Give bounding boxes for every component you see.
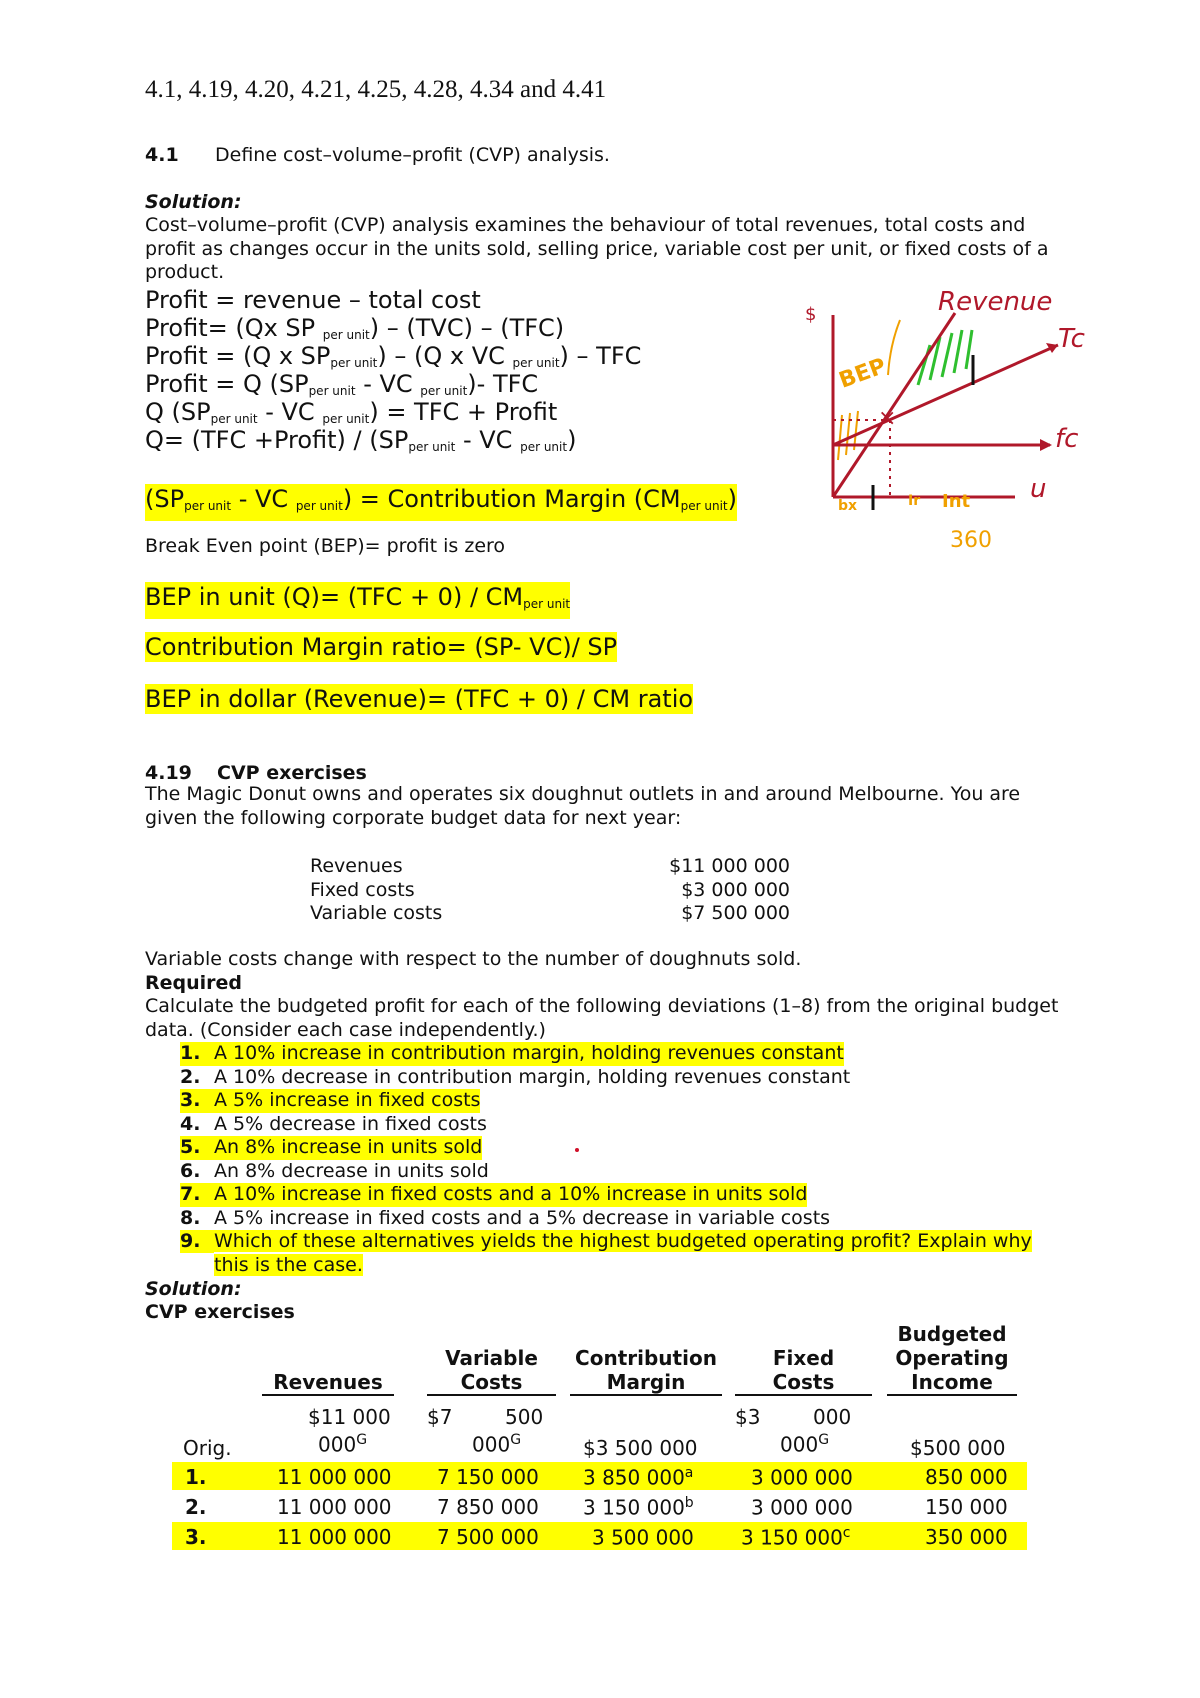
list-item: 9. Which of these alternatives yields the highest budgeted operating profit? Explain why this is the case.	[180, 1230, 1032, 1276]
list-item: 8. A 5% increase in fixed costs and a 5% decrease in variable costs	[180, 1206, 831, 1229]
header-revenues: Revenues	[262, 1370, 394, 1396]
row-3-contribution-margin: 3 500 000	[592, 1525, 694, 1550]
list-item: 7. A 10% increase in fixed costs and a 10% increase in units sold	[180, 1183, 808, 1205]
bep-pointer	[888, 320, 900, 375]
row-1-budgeted-income: 850 000	[925, 1465, 1008, 1489]
required-text: Calculate the budgeted profit for each of the following deviations (1–8) from the original budget data. (Consider each case independently.)	[145, 995, 1059, 1041]
tick-label-b: Ir	[908, 493, 921, 509]
formula-2: Profit= (Qx SP $_{per unit}$) – (TVC) – (TFC)	[145, 314, 565, 342]
row-2-variable-costs: 7 850 000	[437, 1495, 539, 1519]
revenue-label: Revenue	[938, 287, 1053, 317]
solution-label: Solution:	[145, 191, 242, 213]
bep-definition: Break Even point (BEP)= profit is zero	[145, 535, 506, 557]
list-item: 4. A 5% decrease in fixed costs	[180, 1112, 487, 1135]
contribution-margin-formula: ($SP_{per unit}$ - VC $_{per unit}$) = Contribution Margin $(CM_{per unit})$	[145, 484, 737, 521]
budget-labels: Revenues Fixed costs Variable costs	[310, 855, 443, 924]
orig-budgeted-income: $500 000	[910, 1436, 1006, 1460]
row-1-variable-costs: 7 150 000	[437, 1465, 539, 1489]
row-2-budgeted-income: 150 000	[925, 1495, 1008, 1519]
list-item: 6. An 8% decrease in units sold	[180, 1159, 489, 1182]
solution-text: Cost–volume–profit (CVP) analysis examines the behaviour of total revenues, total costs and profit as changes occur in the units sold, selling price, variable cost per unit, or fixed costs of a product.	[145, 214, 1049, 283]
list-item: 2. A 10% decrease in contribution margin, holding revenues constant	[180, 1065, 851, 1088]
u-label: u	[1030, 474, 1047, 504]
question-text: Define cost–volume–profit (CVP) analysis.	[215, 144, 610, 166]
row-2-contribution-margin: 3 150 000$^b$	[583, 1495, 694, 1520]
orig-revenue-line1: $11 000	[308, 1405, 391, 1429]
bep-unit-formula: BEP in unit $(Q)= (TFC + 0) / CM_{per unit}$	[145, 582, 570, 619]
red-dot-mark	[575, 1148, 579, 1152]
header-contribution-margin: Contribution Margin	[570, 1346, 722, 1396]
cm-ratio-formula: Contribution Margin ratio= (SP- VC)/ SP	[145, 633, 618, 661]
variable-cost-note: Variable costs change with respect to the number of doughnuts sold.	[145, 948, 802, 970]
row-3-variable-costs: 7 500 000	[437, 1525, 539, 1549]
header-fixed-costs: Fixed Costs	[735, 1346, 872, 1396]
orig-fc-a: $3	[735, 1405, 761, 1429]
orig-contribution-margin: $3 500 000	[583, 1436, 698, 1460]
cvp-sketch	[790, 285, 1110, 555]
orig-revenue-line2: $000^G$	[318, 1432, 368, 1457]
list-item: 1. A 10% increase in contribution margin, holding revenues constant	[180, 1042, 844, 1064]
question-4-19-heading: 4.19 CVP exercises	[145, 762, 367, 784]
list-item: 3. A 5% increase in fixed costs	[180, 1089, 481, 1111]
orig-fc-line2: $000^G$	[780, 1432, 830, 1457]
list-item: 5. An 8% increase in units sold	[180, 1136, 483, 1158]
row-1-revenue: 11 000 000	[277, 1465, 392, 1489]
orig-vc-b: 500	[505, 1405, 544, 1429]
formula-6: Q= (TFC +Profit) / ($SP_{per unit}$ - VC $_{per unit}$)	[145, 426, 577, 454]
row-1-fixed-costs: 3 000 000	[751, 1465, 853, 1490]
header-budgeted-operating-income: Budgeted Operating Income	[887, 1322, 1017, 1396]
bep-dollar-formula: BEP in dollar (Revenue)= (TFC + 0) / CM ratio	[145, 685, 694, 713]
exercise-list-heading: 4.1, 4.19, 4.20, 4.21, 4.25, 4.28, 4.34 and 4.41	[145, 76, 607, 103]
row-2-revenue: 11 000 000	[277, 1495, 392, 1519]
fc-arrowhead	[1040, 439, 1052, 451]
row-2-fixed-costs: 3 000 000	[751, 1495, 853, 1520]
question-number: 4.1	[145, 144, 179, 166]
question-4-19-intro: The Magic Donut owns and operates six doughnut outlets in and around Melbourne. You are given the following corporate budget data for next year:	[145, 783, 1021, 829]
bep-cross: ×	[878, 406, 897, 431]
orig-fc-b: 000	[813, 1405, 852, 1429]
row-3-budgeted-income: 350 000	[925, 1525, 1008, 1549]
row-3-revenue: 11 000 000	[277, 1525, 392, 1549]
bep-label: BEP	[835, 353, 890, 394]
question-4-1	[145, 144, 610, 166]
fc-label: fc	[1055, 424, 1079, 454]
solution-label-2: Solution:	[145, 1278, 242, 1300]
dollar-label: $	[805, 304, 817, 325]
row-3-fixed-costs: 3 150 000$^c$	[741, 1525, 851, 1550]
tick-label-d: 360	[950, 528, 992, 553]
orig-label: Orig.	[183, 1436, 232, 1460]
formula-4: Profit = Q ($SP_{per unit}$ - VC $_{per unit}$)- TFC	[145, 370, 539, 398]
formula-5: Q ($SP_{per unit}$ - VC $_{per unit}$) = TFC + Profit	[145, 398, 558, 426]
orig-vc-a: $7	[427, 1405, 453, 1429]
solution-title: CVP exercises	[145, 1301, 295, 1323]
row-3-label: 3.	[185, 1525, 207, 1549]
orig-vc-line2: $000^G$	[472, 1432, 522, 1457]
required-label: Required	[145, 972, 243, 994]
tick-label-c: Int	[942, 491, 971, 512]
tick-label-a: bx	[838, 498, 858, 514]
formula-1: Profit = revenue – total cost	[145, 286, 481, 314]
tc-label: Tc	[1058, 324, 1085, 354]
row-1-contribution-margin: 3 850 000$^a$	[583, 1465, 694, 1490]
header-variable-costs: Variable Costs	[427, 1346, 556, 1396]
row-2-label: 2.	[185, 1495, 207, 1519]
deviation-list	[180, 1042, 1060, 1277]
formula-3: Profit = (Q x $SP_{per unit}) - (Q$ x VC $_{per unit}$) – TFC	[145, 342, 642, 370]
budget-values: $11 000 000 $3 000 000 $7 500 000	[669, 855, 790, 924]
row-1-label: 1.	[185, 1465, 207, 1489]
